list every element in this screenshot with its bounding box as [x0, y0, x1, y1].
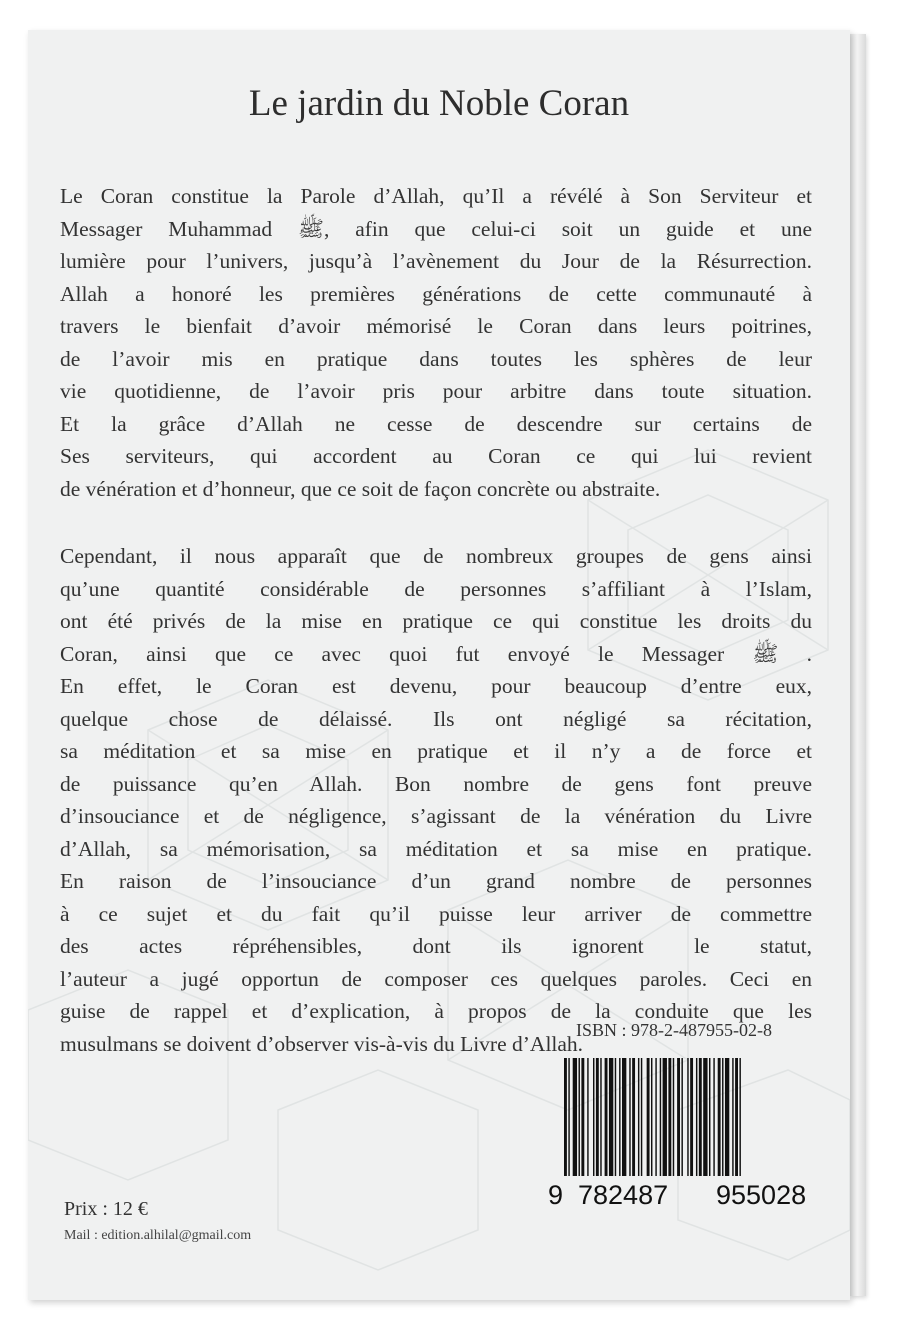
- barcode-bar: [609, 1058, 613, 1176]
- text-line: qu’une quantité considérable de personnes s’affiliant à l’Islam,: [60, 576, 812, 601]
- text-line: des actes répréhensibles, dont ils ignorent le statut,: [60, 934, 812, 958]
- barcode-bar: [681, 1058, 682, 1176]
- text-line: de puissance qu’en Allah. Bon nombre de gens font preuve: [60, 771, 812, 796]
- barcode-bar: [651, 1058, 652, 1176]
- barcode-bar: [568, 1058, 569, 1176]
- barcode-digit-lead: 9: [548, 1180, 564, 1210]
- text-line: de l’avoir mis en pratique dans toutes les sphères de leur: [60, 346, 812, 371]
- text-line: à ce sujet et du fait qu’il puisse leur arriver de commettre: [60, 901, 812, 926]
- barcode-bar: [573, 1058, 577, 1176]
- text-line: travers le bienfait d’avoir mémorisé le Coran dans leurs poitrines,: [60, 314, 812, 338]
- barcode-bar: [641, 1058, 642, 1176]
- barcode-bar: [713, 1058, 714, 1176]
- barcode-bar: [564, 1058, 567, 1176]
- text-line: Allah a honoré les premières générations de cette communauté à: [60, 281, 812, 306]
- text-line: En raison de l’insouciance d’un grand nombre de personnes: [60, 869, 812, 893]
- barcode-bar: [615, 1058, 616, 1176]
- barcode-bar: [579, 1058, 580, 1176]
- barcode-bar: [660, 1058, 661, 1176]
- text-line: Cependant, il nous apparaît que de nombreux groupes de gens ainsi: [60, 544, 812, 568]
- text-line: musulmans se doivent d’observer vis-à-vis du Livre d’Allah.: [60, 1031, 584, 1056]
- text-line: l’auteur a jugé opportun de composer ces quelques paroles. Ceci en: [60, 966, 812, 991]
- barcode-bar: [605, 1058, 608, 1176]
- barcode-bar: [629, 1058, 630, 1176]
- barcode-bar: [735, 1058, 738, 1176]
- text-line: vie quotidienne, de l’avoir pris pour arbitre dans toute situation.: [60, 379, 812, 403]
- barcode-bar: [600, 1058, 601, 1176]
- text-line: Ses serviteurs, qui accordent au Coran ce qui lui revient: [60, 444, 812, 468]
- text-line: quelque chose de délaissé. Ils ont négligé sa récitation,: [60, 706, 812, 731]
- barcode-bar: [581, 1058, 584, 1176]
- book-title: Le jardin du Noble Coran: [248, 83, 630, 124]
- barcode-bar: [677, 1058, 680, 1176]
- text-line: d’Allah, sa mémorisation, sa méditation et sa mise en pratique.: [60, 836, 812, 861]
- barcode-bar: [655, 1058, 656, 1176]
- barcode-bar: [622, 1058, 626, 1176]
- barcode-bar: [632, 1058, 635, 1176]
- text-line: d’insouciance et de négligence, s’agissant de la vénération du Livre: [60, 804, 812, 828]
- text-line: Et la grâce d’Allah ne cesse de descendre sur certains de: [60, 411, 812, 436]
- barcode-bar: [709, 1058, 710, 1176]
- barcode-bar: [596, 1058, 599, 1176]
- barcode-bar: [668, 1058, 671, 1176]
- text-line: Coran, ainsi que ce avec quoi fut envoyé le Messager ﷺ .: [60, 641, 812, 666]
- barcode-bar: [593, 1058, 594, 1176]
- barcode-digit-group-2: 955028: [716, 1180, 807, 1210]
- summary-paragraph-1: [60, 180, 812, 505]
- book-spine: [850, 34, 866, 1296]
- text-line: guise de rappel et d’explication, à propos de la conduite que les: [60, 999, 812, 1023]
- barcode-bar: [725, 1058, 729, 1176]
- barcode-bar: [718, 1058, 721, 1176]
- barcode-bar: [696, 1058, 697, 1176]
- barcode-bar: [663, 1058, 667, 1176]
- barcode-bar: [647, 1058, 650, 1176]
- book-back-cover: [28, 30, 850, 1300]
- barcode-bar: [739, 1058, 740, 1176]
- text-line: de vénération et d’honneur, que ce soit de façon concrète ou abstraite.: [60, 476, 661, 501]
- barcode-digit-group-1: 782487: [578, 1180, 669, 1210]
- text-line: Messager Muhammad ﷺ, afin que celui-ci soit un guide et une: [60, 216, 812, 241]
- barcode-bar: [703, 1058, 707, 1176]
- contact-mail: Mail : edition.alhilal@gmail.com: [64, 1228, 252, 1243]
- barcode-bar: [673, 1058, 674, 1176]
- barcode-bar: [690, 1058, 693, 1176]
- barcode-bar: [587, 1058, 588, 1176]
- text-line: lumière pour l’univers, jusqu’à l’avènement du Jour de la Résurrection.: [60, 249, 812, 273]
- barcode-bar: [638, 1058, 639, 1176]
- text-line: Le Coran constitue la Parole d’Allah, qu’Il a révélé à Son Serviteur et: [60, 184, 812, 208]
- barcode-bar: [732, 1058, 733, 1176]
- barcode: [564, 1058, 822, 1176]
- barcode-bar: [722, 1058, 723, 1176]
- barcode-bar: [687, 1058, 688, 1176]
- isbn-label: ISBN : 978-2-487955-02-8: [576, 1020, 772, 1040]
- text-line: En effet, le Coran est devenu, pour beaucoup d’entre eux,: [60, 674, 812, 698]
- barcode-bar: [619, 1058, 620, 1176]
- price-label: Prix : 12 €: [64, 1198, 148, 1220]
- text-line: ont été privés de la mise en pratique ce qui constitue les droits du: [60, 609, 812, 633]
- text-line: sa méditation et sa mise en pratique et il n’y a de force et: [60, 739, 812, 763]
- summary-paragraph-2: [60, 540, 812, 1060]
- barcode-bar: [699, 1058, 702, 1176]
